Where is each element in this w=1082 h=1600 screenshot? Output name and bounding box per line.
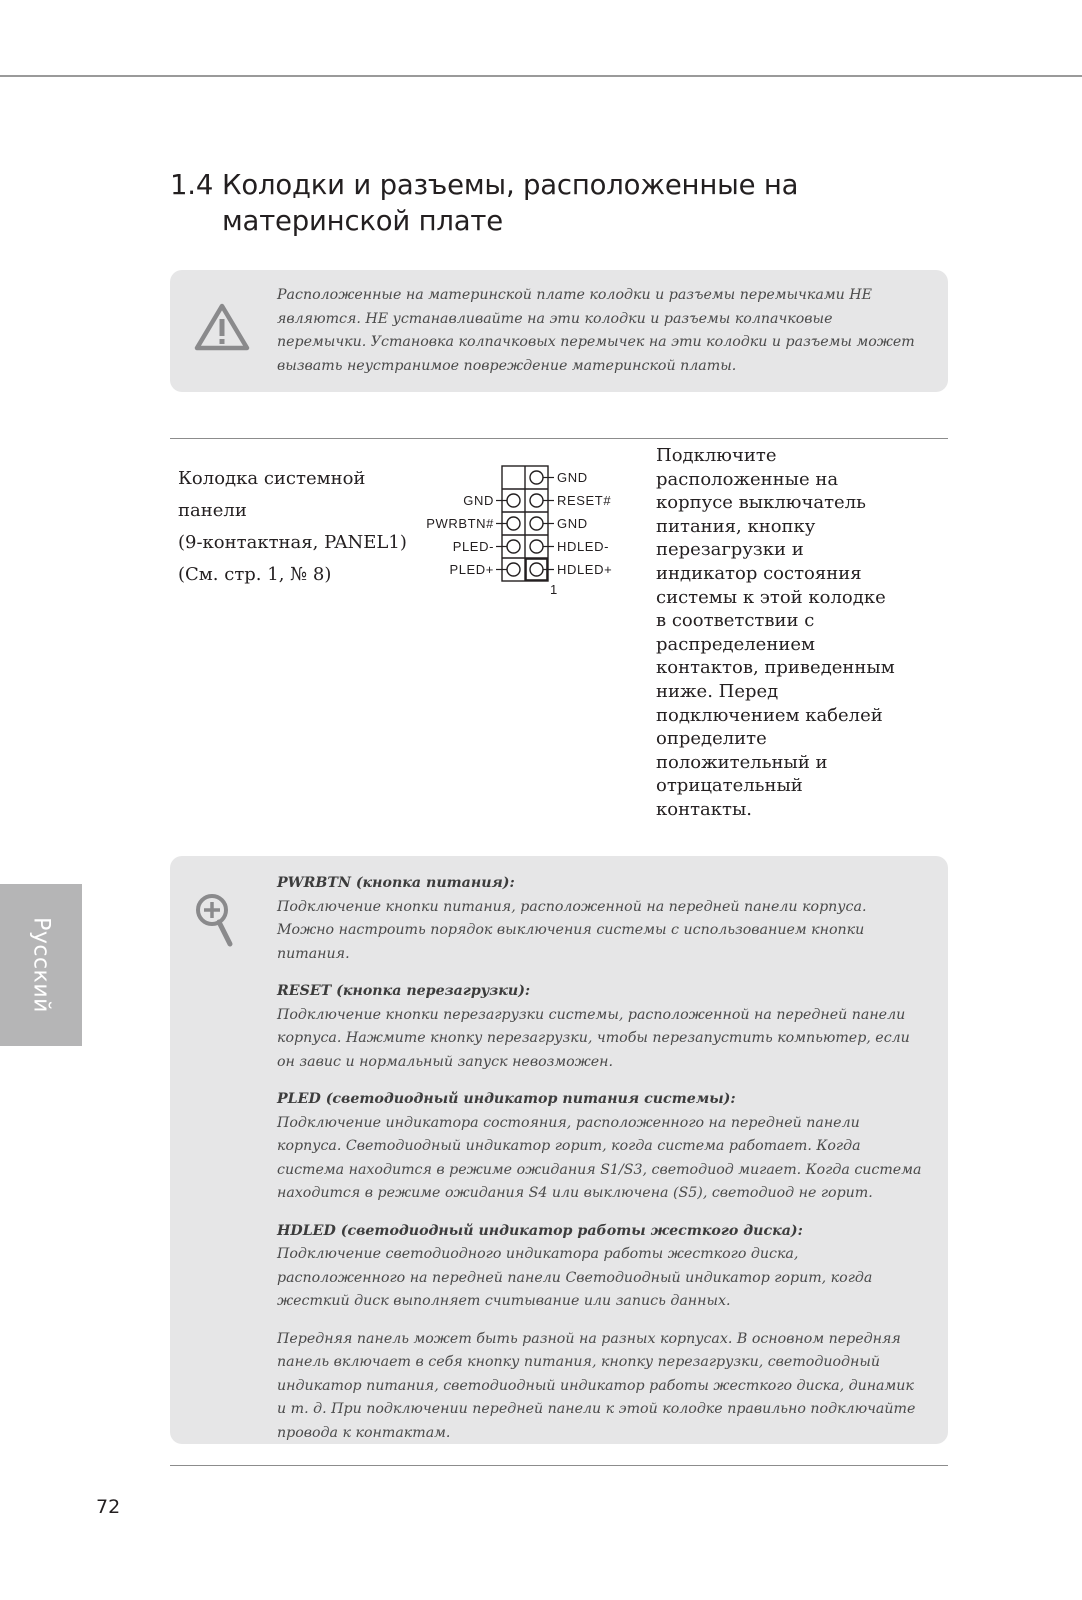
note-item-text: Подключение кнопки перезагрузки системы, расположенной на передней панели корпуса. Нажмите кнопку перезагрузки, чтобы перезапустить компьютер, если он завис и нормальный запуск невозможен. — [277, 1006, 910, 1070]
note-item-text: Подключение светодиодного индикатора работы жесткого диска, расположенного на передней панели Светодиодный индикатор горит, когда жесткий диск выполняет считывание или запись данных. — [277, 1246, 873, 1309]
pin-right-5 — [530, 563, 543, 576]
note-item-reset — [277, 980, 922, 1074]
panel-label-line: (9-контактная, PANEL1) — [178, 532, 407, 553]
divider-top — [170, 438, 948, 439]
note-body — [277, 872, 922, 1445]
note-closing-text: Передняя панель может быть разной на разных корпусах. В основном передняя панель включает в себя кнопку питания, кнопку перезагрузки, светодиодный индикатор питания, светодиодный индикатор работы жесткого диска, динамик и т. д. При подключении передней панели к этой колодке правильно подключайте провода к контактам. — [277, 1330, 916, 1441]
pin-label-left: GND — [463, 493, 494, 508]
pin-label-right: HDLED+ — [557, 562, 613, 577]
note-item-pled — [277, 1088, 922, 1206]
pin-left-4 — [507, 563, 520, 576]
note-item-text: Подключение индикатора состояния, расположенного на передней панели корпуса. Светодиодный индикатор горит, когда система работает. Когда система находится в режиме ожидания S1/S3, светодиод мигает. Когда система находится в режиме ожидания S4 или выключена (S5), светодиод не горит. — [277, 1114, 922, 1201]
pin-label-right: GND — [557, 470, 588, 485]
caution-text: Расположенные на материнской плате колодки и разъемы перемычками НЕ являются. НЕ устанавливайте на эти колодки и разъемы колпачковые перемычки. Установка колпачковых перемычек на эти колодки и разъемы может вызвать неустранимое повреждение материнской платы. — [277, 287, 915, 374]
pin-left-3 — [507, 540, 520, 553]
pin-label-right: HDLED- — [557, 539, 609, 554]
section-title-text: Колодки и разъемы, расположенные на материнской плате — [222, 169, 799, 237]
language-side-tab-label: Русский — [28, 917, 54, 1013]
divider-bottom — [170, 1465, 948, 1466]
section-number: 1.4 — [170, 169, 214, 201]
panel-label-line: панели — [178, 500, 247, 521]
language-side-tab — [0, 884, 82, 1046]
page-number: 72 — [96, 1496, 121, 1518]
pin-left-1 — [507, 494, 520, 507]
pin-right-1 — [530, 471, 543, 484]
panel-header-label — [178, 463, 418, 591]
section-title — [170, 167, 990, 239]
note-item-hdled — [277, 1220, 922, 1314]
warning-triangle-icon — [194, 302, 250, 352]
magnifier-plus-icon — [194, 892, 234, 952]
pin-right-4 — [530, 540, 543, 553]
caution-box — [170, 270, 948, 392]
pin-label-left: PWRBTN# — [426, 516, 494, 531]
pin-left-2 — [507, 517, 520, 530]
top-rule — [0, 75, 1082, 77]
panel-label-line: (См. стр. 1, № 8) — [178, 564, 332, 585]
note-box — [170, 856, 948, 1444]
pin-label-right: GND — [557, 516, 588, 531]
note-item-title: RESET (кнопка перезагрузки): — [277, 983, 531, 999]
pin-right-3 — [530, 517, 543, 530]
pin-label-left: PLED- — [452, 539, 494, 554]
pin-label-right: RESET# — [557, 493, 612, 508]
note-item-title: HDLED (светодиодный индикатор работы жесткого диска): — [277, 1222, 803, 1239]
note-item-text: Подключение кнопки питания, расположенной на передней панели корпуса. Можно настроить порядок выключения системы с использованием кнопки питания. — [277, 898, 867, 962]
panel-label-line: Колодка системной — [178, 468, 366, 489]
panel-header-description: Подключите расположенные на корпусе выключатель питания, кнопку перезагрузки и индикатор состояния системы к этой колодке в соответствии с распределением контактов, приведенным ниже. Перед подключением кабелей определите положительный и отрицательный контакты. — [656, 445, 895, 820]
pin1-label: 1 — [550, 582, 558, 597]
pin-label-left: PLED+ — [449, 562, 494, 577]
pin-right-2 — [530, 494, 543, 507]
panel-header-pin-diagram — [420, 458, 640, 598]
note-item-title: PLED (светодиодный индикатор питания системы): — [277, 1091, 736, 1107]
note-item-title: PWRBTN (кнопка питания): — [277, 875, 515, 891]
note-item-pwrbtn — [277, 872, 922, 966]
